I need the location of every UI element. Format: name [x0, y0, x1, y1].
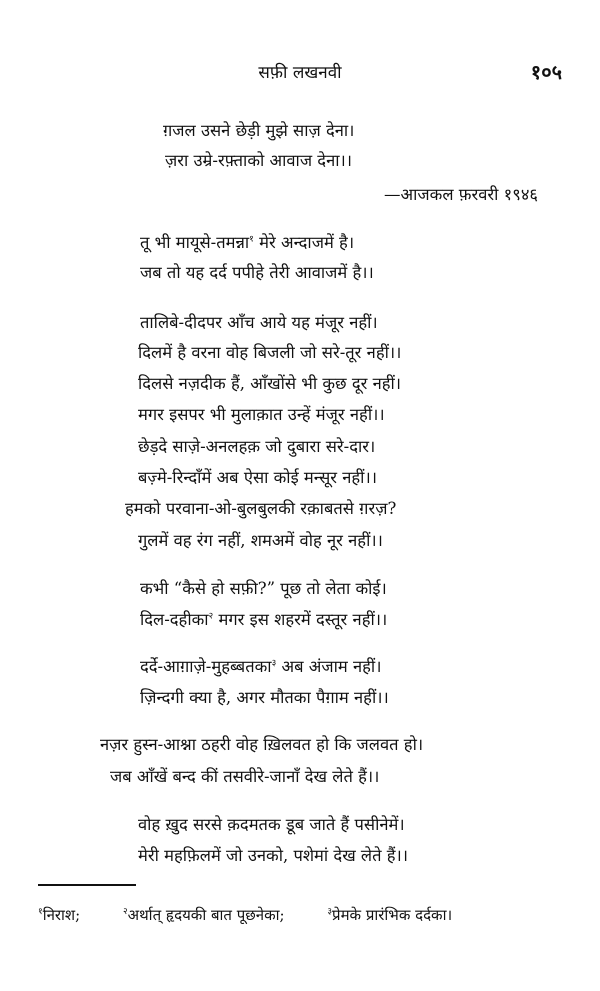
verse-line: ज़िन्दगी क्या है, अगर मौतका पैग़ाम नहीं।।: [140, 688, 389, 707]
page-number: १०५: [530, 60, 562, 84]
verse-line: [140, 609, 387, 631]
verse-line: [140, 656, 381, 678]
footnote-text: निराश;: [42, 906, 81, 924]
footnote-marker: ३: [271, 658, 277, 669]
verse-line: वोह ख़ुद सरसे क़दमतक डूब जाते हैं पसीनेमें।: [138, 815, 405, 834]
verse-line: ग़जल उसने छेड़ी मुझे साज़ देना।: [163, 121, 355, 140]
verse-line: जब आँखें बन्द कीं तसवीरे-जानाँ देख लेते हैं।।: [110, 767, 380, 786]
footnote: [123, 906, 285, 924]
footnote-number: ३: [327, 907, 333, 917]
verse-text: मेरे अन्दाजमें है।: [253, 233, 355, 252]
verse-line: दिलसे नज़दीक हैं, आँखोंसे भी कुछ दूर नहीं।: [138, 374, 402, 393]
verse-line: मेरी महफ़िलमें जो उनको, पशेमां देख लेते हैं।।: [138, 846, 409, 865]
footnote-number: १: [38, 907, 43, 917]
footnote-divider: [38, 884, 136, 886]
verse-line: नज़र हुस्न-आश्ना ठहरी वोह ख़िलवत हो कि जलवत हो।: [100, 735, 424, 754]
verse-line: जब तो यह दर्द पपीहे तेरी आवाजमें है।।: [140, 263, 374, 282]
verse-line: हमको परवाना-ओ-बुलबुलकी रक़ाबतसे ग़रज़?: [125, 499, 397, 518]
verse-line: ज़रा उम्रे-रफ़्ताको आवाज देना।।: [165, 151, 353, 170]
source-attribution: —आजकल फ़रवरी १९४६: [384, 185, 538, 204]
footnote: [38, 906, 80, 924]
footnote: [327, 906, 452, 924]
verse-text: तू भी मायूसे-तमन्ना: [140, 233, 250, 252]
verse-text: दिल-दहीका: [140, 610, 209, 629]
verse-text: दर्दे-आग़ाज़े-मुहब्बतका: [140, 657, 272, 676]
footnote-text: प्रेमके प्रारंभिक दर्दका।: [332, 906, 453, 924]
footnote-marker: २: [208, 611, 214, 622]
verse-line: तालिबे-दीदपर आँच आये यह मंजूर नहीं।: [140, 313, 378, 332]
verse-text: अब अंजाम नहीं।: [276, 657, 382, 676]
verse-line: दिलमें है वरना वोह बिजली जो सरे-तूर नहीं।।: [138, 343, 402, 362]
footnote-marker: १: [249, 234, 254, 245]
footnote-text: अर्थात् हृदयकी बात पूछनेका;: [127, 906, 285, 924]
verse-text: मगर इस शहरमें दस्तूर नहीं।।: [213, 610, 388, 629]
verse-line: कभी “कैसे हो सफ़ी?” पूछ तो लेता कोई।: [140, 579, 387, 598]
verse-line: छेड़दे साज़े-अनलहक़ जो दुबारा सरे-दार।: [138, 437, 376, 456]
verse-line: [140, 232, 354, 254]
footnote-number: २: [122, 907, 128, 917]
verse-line: मगर इसपर भी मुलाक़ात उन्हें मंजूर नहीं।।: [138, 405, 385, 424]
page-header-title: सफ़ी लखनवी: [258, 63, 342, 83]
footnotes: [38, 900, 566, 930]
verse-line: गुलमें वह रंग नहीं, शमअमें वोह नूर नहीं।।: [138, 531, 383, 550]
verse-line: बज़्मे-रिन्दाँमें अब ऐसा कोई मन्सूर नहीं।।: [138, 468, 377, 487]
